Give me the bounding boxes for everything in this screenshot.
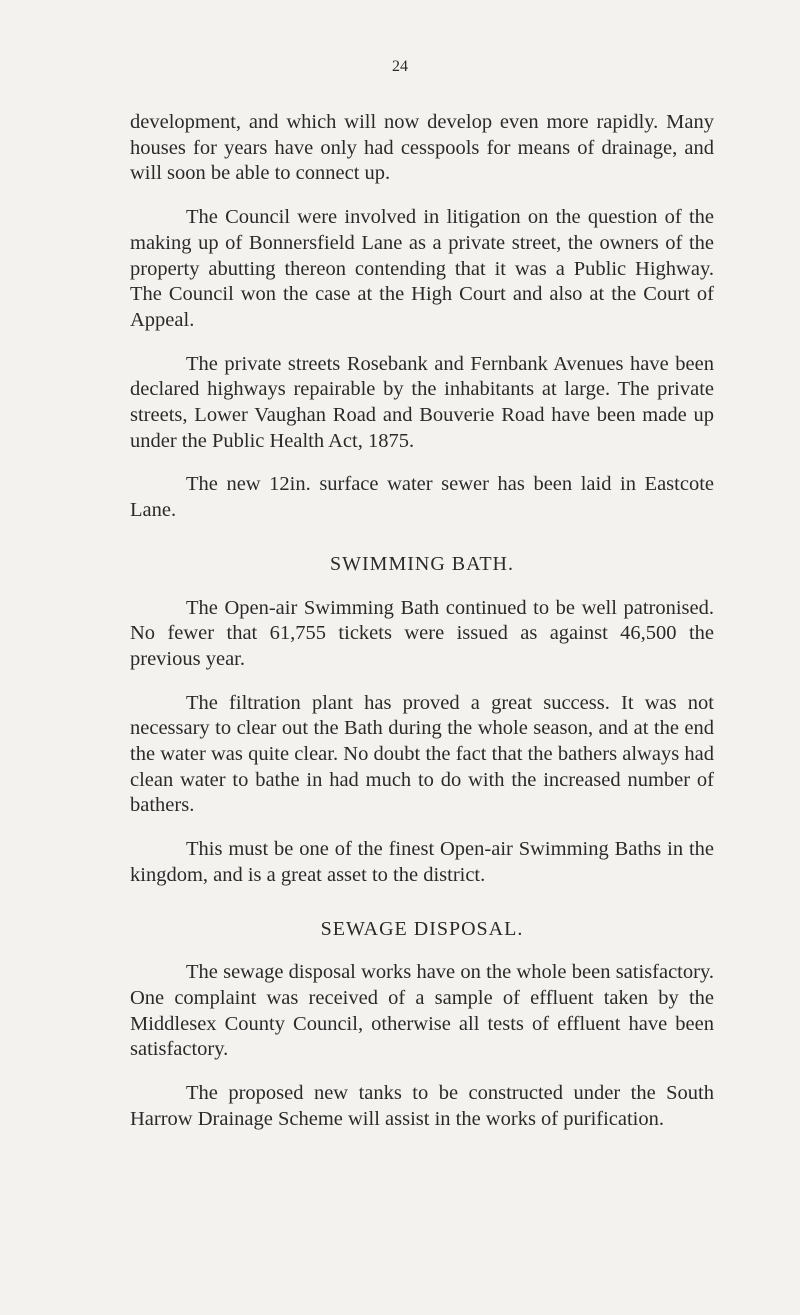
paragraph-development: development, and which will now develop even more rapidly. Many houses for years have only had cesspools for means of drainage, and will soon be able to connect up. bbox=[130, 111, 714, 185]
paragraph-finest-bath: This must be one of the finest Open-air Swimming Baths in the kingdom, and is a great asset to the district. bbox=[130, 838, 714, 886]
body-text bbox=[130, 110, 714, 1151]
paragraph-filtration-plant: The filtration plant has proved a great success. It was not necessary to clear out the Bath during the whole season, and at the end the water was quite clear. No doubt the fact that the bathers always had clean water to bathe in had much to do with the increased number of bathers. bbox=[130, 691, 714, 817]
heading-swimming-bath: SWIMMING BATH. bbox=[330, 552, 514, 575]
page-number: 24 bbox=[392, 58, 408, 75]
paragraph-surface-water-sewer: The new 12in. surface water sewer has been laid in Eastcote Lane. bbox=[130, 473, 714, 522]
paragraph-litigation: The Council were involved in litigation on the question of the making up of Bonnersfield Lane as a private street, the owners of the property abutting thereon contending that it was a Public Highway. The Council won the case at the High Court and also at the Court of Appeal. bbox=[130, 206, 714, 331]
paragraph-private-streets: The private streets Rosebank and Fernbank Avenues have been declared highways repairable by the inhabitants at large. The private streets, Lower Vaughan Road and Bouverie Road have been made up under the Public Health Act, 1875. bbox=[130, 352, 714, 452]
paragraph-swimming-patronised: The Open-air Swimming Bath continued to be well patronised. No fewer that 61,755 tickets were issued as against 46,500 the previous year. bbox=[130, 596, 714, 670]
paragraph-sewage-works: The sewage disposal works have on the whole been satisfactory. One complaint was received of a sample of effluent taken by the Middlesex County Council, otherwise all tests of effluent have been satisfactory. bbox=[130, 961, 714, 1061]
heading-sewage-disposal: SEWAGE DISPOSAL. bbox=[320, 917, 524, 940]
paragraph-proposed-tanks: The proposed new tanks to be constructed under the South Harrow Drainage Scheme will assist in the works of purification. bbox=[130, 1082, 714, 1130]
